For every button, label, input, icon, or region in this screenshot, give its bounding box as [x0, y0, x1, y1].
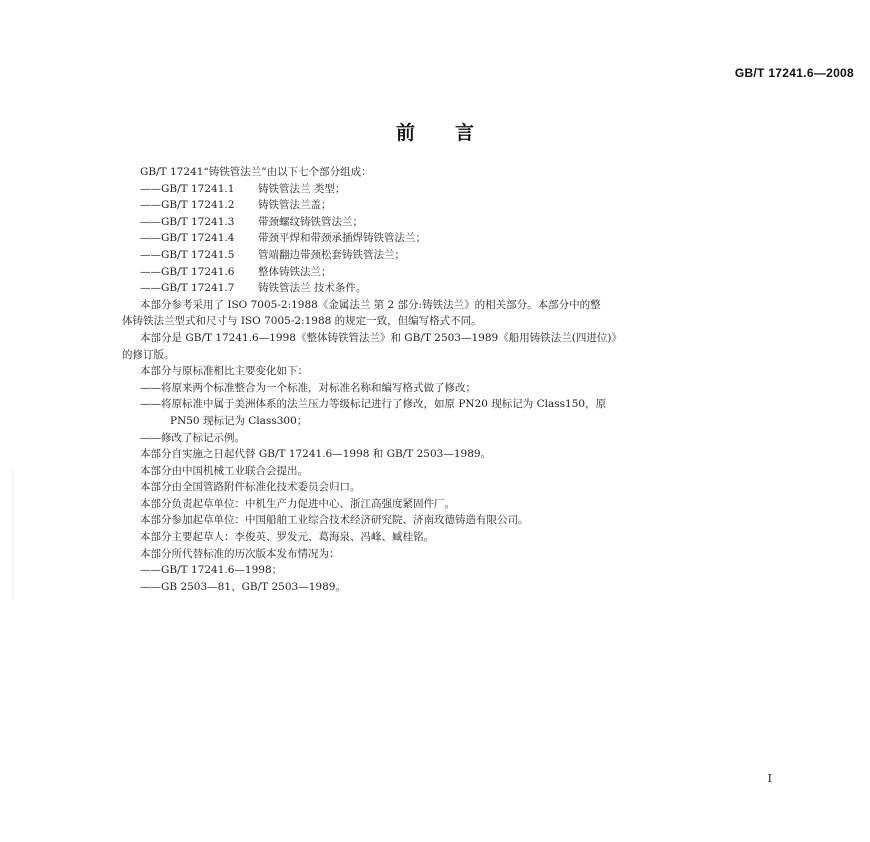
revision-paragraph-line-1: 本部分是 GB/T 17241.6—1998《整体铸铁管法兰》和 GB/T 2503—1989《船用铸铁法兰(四进位)》	[140, 331, 622, 344]
part-item-3	[122, 214, 802, 231]
change-item-2-line-1: ——将原标准中属于美洲体系的法兰压力等级标记进行了修改，如原 PN20 现标记为 Class150，原	[140, 398, 607, 411]
part-code: ——GB/T 17241.5	[140, 248, 235, 261]
intro-paragraph: GB/T 17241“铸铁管法兰”由以下七个部分组成：	[140, 166, 372, 178]
changes-intro: 本部分与原标准相比主要变化如下：	[140, 365, 308, 378]
drafting-units-paragraph: 本部分负责起草单位：中机生产力促进中心、浙江高强度紧固件厂。	[140, 497, 455, 510]
part-name: 带颈平焊和带颈承插焊铸铁管法兰；	[258, 232, 426, 245]
change-item-3: ——修改了标记示例。	[140, 431, 245, 444]
document-body	[122, 164, 802, 595]
reference-paragraph-line-2: 体铸铁法兰型式和尺寸与 ISO 7005-2:1988 的规定一致，但编写格式不同。	[122, 315, 482, 328]
page-number: I	[767, 772, 772, 785]
part-code: ——GB/T 17241.7	[140, 282, 235, 295]
proposed-paragraph: 本部分由中国机械工业联合会提出。	[140, 464, 308, 477]
part-item-1	[122, 181, 802, 198]
participating-units-paragraph: 本部分参加起草单位：中国船舶工业综合技术经济研究院、济南玫德铸造有限公司。	[140, 514, 529, 527]
change-item-1: ——将原来两个标准整合为一个标准，对标准名称和编写格式做了修改；	[140, 381, 476, 394]
part-item-5	[122, 247, 802, 264]
reference-paragraph-line-1: 本部分参考采用了 ISO 7005-2:1988《金属法兰 第 2 部分:铸铁法兰》的相关部分。本部分中的整	[140, 298, 601, 311]
centralized-paragraph: 本部分由全国管路附件标准化技术委员会归口。	[140, 481, 361, 494]
revision-paragraph-line-2: 的修订版。	[122, 348, 175, 361]
part-item-7	[122, 280, 802, 297]
change-item-2-line-2: PN50 现标记为 Class300；	[170, 414, 308, 427]
history-item-2: ——GB 2503—81、GB/T 2503—1989。	[140, 580, 346, 593]
drafters-paragraph: 本部分主要起草人：李俊英、罗发元、葛海泉、冯峰、臧桂铭。	[140, 531, 434, 544]
part-name: 带颈螺纹铸铁管法兰；	[258, 215, 363, 228]
part-name: 铸铁管法兰盖；	[258, 199, 332, 212]
part-item-2	[122, 197, 802, 214]
part-item-6	[122, 264, 802, 281]
history-intro: 本部分所代替标准的历次版本发布情况为：	[140, 547, 340, 560]
part-code: ——GB/T 17241.4	[140, 232, 235, 245]
standard-code-header: GB/T 17241.6—2008	[734, 66, 854, 80]
part-code: ——GB/T 17241.1	[140, 182, 235, 195]
history-item-1: ——GB/T 17241.6—1998；	[140, 564, 283, 577]
scan-margin-mark	[12, 470, 13, 600]
part-code: ——GB/T 17241.3	[140, 215, 235, 228]
part-name: 整体铸铁法兰；	[258, 265, 332, 278]
replaces-paragraph: 本部分自实施之日起代替 GB/T 17241.6—1998 和 GB/T 2503—1989。	[140, 448, 492, 461]
part-name: 管端翻边带颈松套铸铁管法兰；	[258, 248, 405, 261]
part-code: ——GB/T 17241.2	[140, 199, 235, 212]
page-title: 前言	[395, 122, 514, 144]
part-code: ——GB/T 17241.6	[140, 265, 235, 278]
part-name: 铸铁管法兰 类型；	[258, 182, 346, 195]
part-item-4	[122, 230, 802, 247]
part-name: 铸铁管法兰 技术条件。	[258, 282, 367, 295]
